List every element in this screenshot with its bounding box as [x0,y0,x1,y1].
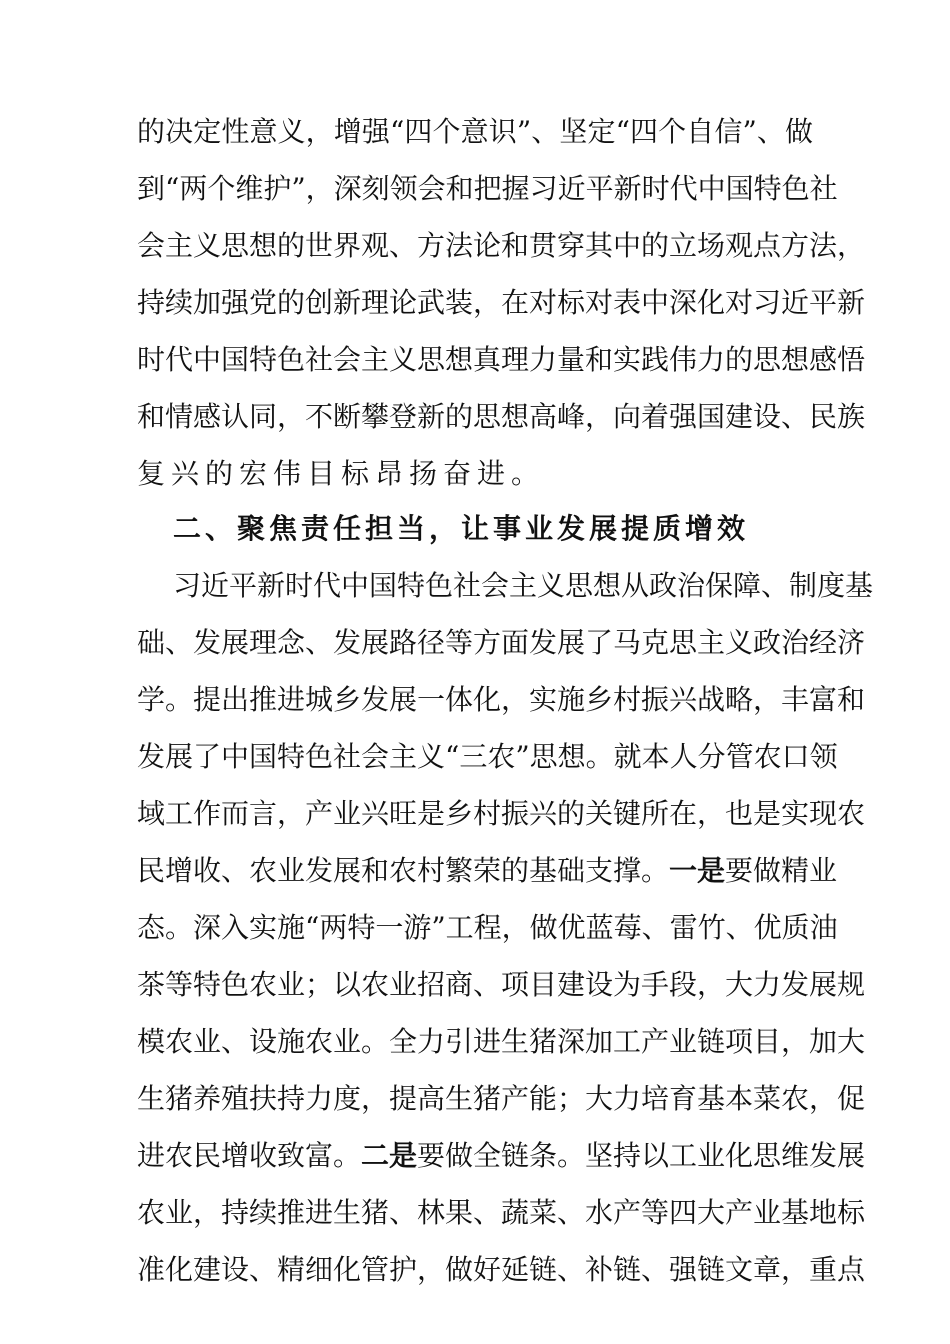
line-text: 要做全链条。坚持以工业化思维发展 [417,1139,866,1172]
paragraph-line: 茶等特色农业；以农业招商、项目建设为手段，大力发展规 [137,968,866,1001]
paragraph-line: 会主义思想的世界观、方法论和贯穿其中的立场观点方法， [137,229,866,262]
paragraph-line: 复兴的宏伟目标昂扬奋进。 [137,457,546,490]
paragraph-line: 农业，持续推进生猪、林果、蔬菜、水产等四大产业基地标 [137,1196,866,1229]
paragraph-line [137,1132,866,1180]
paragraph-line: 和情感认同，不断攀登新的思想高峰，向着强国建设、民族 [137,400,866,433]
bold-marker: 二是 [361,1139,418,1172]
paragraph-line [137,847,838,895]
paragraph-line: 习近平新时代中国特色社会主义思想从政治保障、制度基 [173,569,874,602]
section-heading: 二、聚焦责任担当，让事业发展提质增效 [173,512,750,545]
paragraph-line: 础、发展理念、发展路径等方面发展了马克思主义政治经济 [137,626,866,659]
paragraph-line: 时代中国特色社会主义思想真理力量和实践伟力的思想感悟 [137,343,866,376]
paragraph-line: 持续加强党的创新理论武装，在对标对表中深化对习近平新 [137,286,866,319]
paragraph-line: 模农业、设施农业。全力引进生猪深加工产业链项目，加大 [137,1025,866,1058]
paragraph-line: 学。提出推进城乡发展一体化，实施乡村振兴战略，丰富和 [137,683,866,716]
paragraph-line: 到“两个维护”，深刻领会和把握习近平新时代中国特色社 [137,172,838,205]
paragraph-line: 域工作而言，产业兴旺是乡村振兴的关键所在，也是实现农 [137,797,866,830]
line-text: 进农民增收致富。 [137,1139,362,1172]
line-text: 民增收、农业发展和农村繁荣的基础支撑。 [137,854,670,887]
paragraph-line: 准化建设、精细化管护，做好延链、补链、强链文章，重点 [137,1253,866,1286]
paragraph-line: 发展了中国特色社会主义“三农”思想。就本人分管农口领 [137,740,838,773]
paragraph-line: 态。深入实施“两特一游”工程，做优蓝莓、雷竹、优质油 [137,911,838,944]
bold-marker: 一是 [669,854,726,887]
paragraph-line: 的决定性意义，增强“四个意识”、坚定“四个自信”、做 [137,115,813,148]
line-text: 要做精业 [725,854,838,887]
paragraph-line: 生猪养殖扶持力度，提高生猪产能；大力培育基本菜农，促 [137,1082,866,1115]
